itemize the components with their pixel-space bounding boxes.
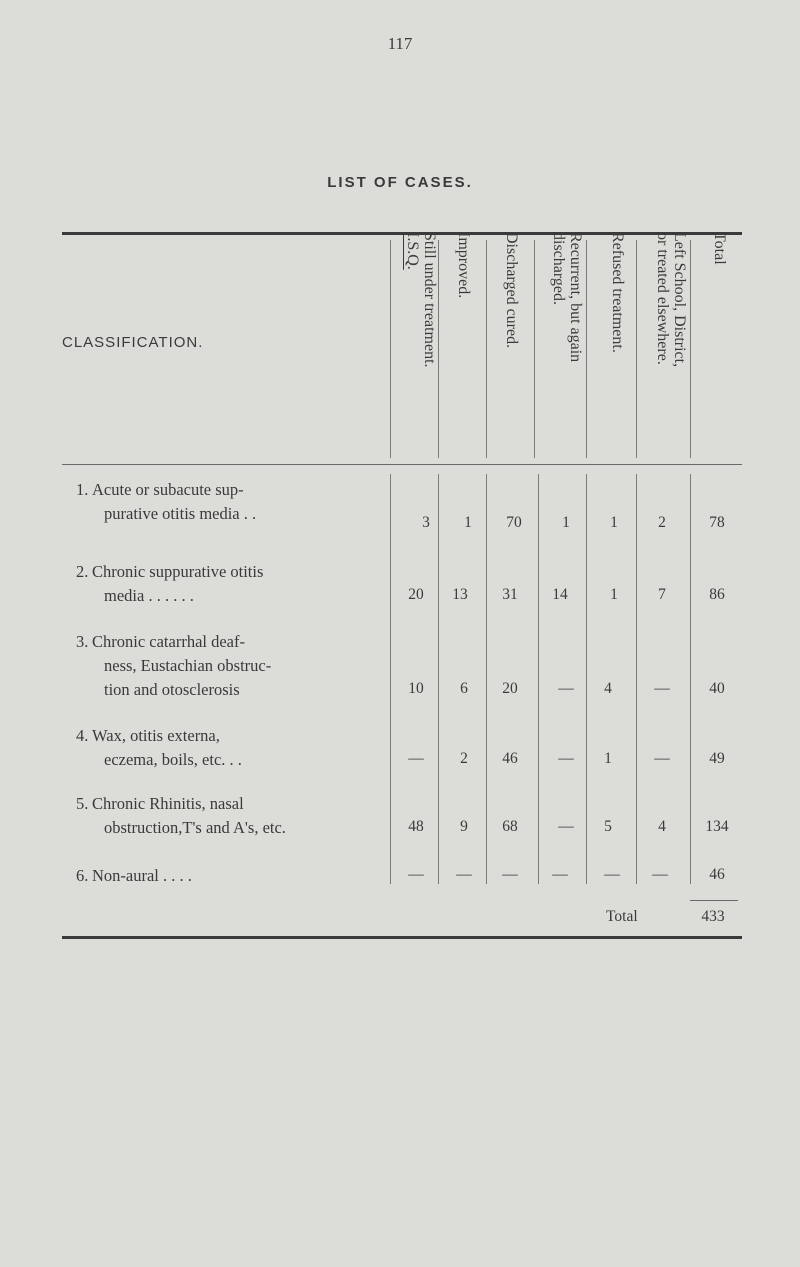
col-separator bbox=[538, 474, 539, 884]
cell: 9 bbox=[460, 818, 468, 835]
header-bottom-rule bbox=[62, 464, 742, 465]
row-label-line: purative otitis media . . bbox=[104, 504, 257, 523]
cell: — bbox=[604, 866, 620, 883]
cell: — bbox=[654, 680, 670, 697]
row-label-line: Wax, otitis externa, bbox=[92, 726, 220, 745]
cell: 49 bbox=[709, 750, 725, 767]
total-over-rule bbox=[690, 900, 738, 901]
cell: 10 bbox=[408, 680, 424, 697]
cell: 1 bbox=[464, 514, 472, 531]
col-header-recurrent bbox=[534, 232, 586, 460]
row-label bbox=[76, 560, 384, 608]
cell: 86 bbox=[709, 586, 725, 603]
cell: 1 bbox=[604, 750, 612, 767]
col-header-line: Left School, District, bbox=[671, 232, 688, 368]
row-label bbox=[76, 792, 384, 840]
cell: 20 bbox=[502, 680, 518, 697]
col-separator bbox=[636, 474, 637, 884]
cell: 7 bbox=[658, 586, 666, 603]
row-label-line: Chronic catarrhal deaf- bbox=[92, 632, 245, 651]
cell: 46 bbox=[502, 750, 518, 767]
cell: — bbox=[408, 750, 424, 767]
cell: 68 bbox=[502, 818, 518, 835]
col-header-line: Total bbox=[711, 232, 728, 265]
total-value: 433 bbox=[701, 908, 725, 925]
cell: — bbox=[558, 818, 574, 835]
cell: 2 bbox=[460, 750, 468, 767]
col-header-line: Discharged cured. bbox=[503, 232, 520, 349]
col-header-line: Still under treatment. bbox=[421, 232, 438, 368]
row-label-line: obstruction,T's and A's, etc. bbox=[104, 818, 286, 837]
cell: 134 bbox=[705, 818, 729, 835]
cell: 46 bbox=[709, 866, 725, 883]
cell: — bbox=[502, 866, 518, 883]
col-separator bbox=[586, 474, 587, 884]
cell: 14 bbox=[552, 586, 568, 603]
row-label-line: eczema, boils, etc. . . bbox=[104, 750, 242, 769]
cell: 1 bbox=[610, 586, 618, 603]
col-header-line: I.S.Q. bbox=[404, 232, 421, 270]
col-header-improved bbox=[438, 232, 486, 460]
row-number: 5. bbox=[76, 794, 89, 813]
cell: — bbox=[652, 866, 668, 883]
row-number: 1. bbox=[76, 480, 89, 499]
classification-header: CLASSIFICATION. bbox=[62, 334, 204, 351]
cell: 1 bbox=[610, 514, 618, 531]
col-header-line: Recurrent, but again bbox=[567, 232, 584, 363]
row-number: 4. bbox=[76, 726, 89, 745]
row-label-line: Chronic Rhinitis, nasal bbox=[92, 794, 244, 813]
cell: — bbox=[558, 680, 574, 697]
page-title: LIST OF CASES. bbox=[327, 174, 473, 191]
cell: — bbox=[408, 866, 424, 883]
cell: 20 bbox=[408, 586, 424, 603]
col-header-total bbox=[690, 232, 742, 460]
col-header-still-under-treatment bbox=[390, 232, 438, 460]
col-separator bbox=[438, 474, 439, 884]
cell: — bbox=[558, 750, 574, 767]
row-number: 6. bbox=[76, 866, 89, 885]
cell: — bbox=[456, 866, 472, 883]
row-label-line: Chronic suppurative otitis bbox=[92, 562, 264, 581]
col-header-discharged-cured bbox=[486, 232, 534, 460]
cell: 13 bbox=[452, 586, 468, 603]
row-number: 3. bbox=[76, 632, 89, 651]
cell: 40 bbox=[709, 680, 725, 697]
cell: 48 bbox=[408, 818, 424, 835]
row-label-line: tion and otosclerosis bbox=[104, 680, 240, 699]
col-header-left-school bbox=[636, 232, 690, 460]
table-bottom-rule bbox=[62, 936, 742, 939]
col-separator bbox=[486, 474, 487, 884]
col-header-line: discharged. bbox=[550, 232, 567, 306]
col-header-line: Refused treatment. bbox=[609, 232, 626, 353]
row-label-line: media . . . . . . bbox=[104, 586, 194, 605]
col-separator bbox=[390, 474, 391, 884]
col-header-line: or treated elsewhere. bbox=[654, 232, 671, 365]
row-label-line: Acute or subacute sup- bbox=[92, 480, 244, 499]
cell: 31 bbox=[502, 586, 518, 603]
row-label bbox=[76, 478, 384, 526]
row-label bbox=[76, 630, 384, 702]
row-label-line: ness, Eustachian obstruc- bbox=[104, 656, 272, 675]
cell: 4 bbox=[604, 680, 612, 697]
row-label bbox=[76, 724, 384, 772]
cell: — bbox=[552, 866, 568, 883]
row-label bbox=[76, 864, 384, 888]
cell: 2 bbox=[658, 514, 666, 531]
cell: 5 bbox=[604, 818, 612, 835]
total-label: Total bbox=[606, 908, 638, 925]
col-separator bbox=[690, 474, 691, 884]
page-number: 117 bbox=[387, 34, 413, 53]
col-header-line: Improved. bbox=[455, 232, 472, 299]
col-header-refused-treatment bbox=[586, 232, 636, 460]
cell: — bbox=[654, 750, 670, 767]
cell: 4 bbox=[658, 818, 666, 835]
row-number: 2. bbox=[76, 562, 89, 581]
cell: 6 bbox=[460, 680, 468, 697]
cell: 70 bbox=[506, 514, 522, 531]
cell: 78 bbox=[709, 514, 725, 531]
cell: 1 bbox=[562, 514, 570, 531]
row-label-line: Non-aural . . . . bbox=[92, 866, 192, 885]
cell: 3 bbox=[422, 514, 430, 531]
